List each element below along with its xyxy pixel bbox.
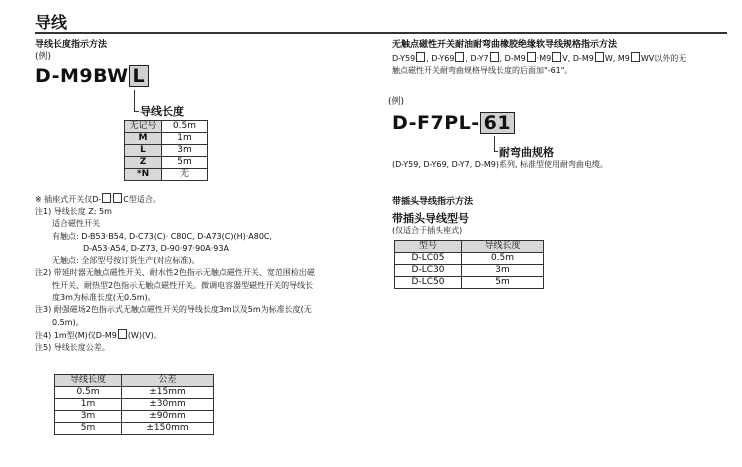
lead-length-table xyxy=(124,120,208,181)
connector-lead-note: (仅适合于插头座式) xyxy=(392,226,463,235)
table-cell: ±150mm xyxy=(122,423,214,435)
text-part: W, M9 xyxy=(604,54,630,63)
placeholder-box xyxy=(631,52,640,62)
length-value: 5m xyxy=(162,157,208,169)
column-header: 导线长度 xyxy=(55,375,122,387)
table-cell: 1m xyxy=(55,399,122,411)
length-code: *N xyxy=(125,169,162,181)
note-line: 注1) 导线长度 Z: 5m xyxy=(35,207,112,216)
length-code: Z xyxy=(125,157,162,169)
table-cell: 3m xyxy=(462,265,544,277)
note-text: C型适合。 xyxy=(123,195,161,204)
note-text: 注4) 1m型(M)仅D-M9 xyxy=(35,330,117,340)
note-text: (W)(V)。 xyxy=(127,330,162,340)
length-code: M xyxy=(125,133,162,145)
page-title: 导线 xyxy=(35,13,68,32)
table-cell: 3m xyxy=(55,411,122,423)
placeholder-box xyxy=(527,52,536,62)
table-cell: 0.5m xyxy=(462,253,544,265)
text-part: , D-Y69 xyxy=(426,54,455,63)
connector-lead-subtitle: 带插头导线型号 xyxy=(392,212,469,225)
table-cell: ±90mm xyxy=(122,411,214,423)
example-label: (例) xyxy=(35,52,52,62)
flex-model-prefix: D-F7PL- xyxy=(392,112,480,134)
note-line: 注5) 导线长度公差。 xyxy=(35,343,110,353)
length-code: 无记号 xyxy=(125,121,162,133)
flex-callout: 耐弯曲规格 xyxy=(499,146,554,159)
column-header: 型号 xyxy=(395,241,462,253)
flex-spec-line-1 xyxy=(392,52,686,65)
placeholder-box xyxy=(552,52,561,62)
lead-length-callout: 导线长度 xyxy=(140,105,184,118)
flex-model-code xyxy=(392,112,515,134)
table-cell: D-LC30 xyxy=(395,265,462,277)
model-suffix-box: L xyxy=(129,65,150,87)
text-part: WV以外的无 xyxy=(640,54,687,63)
note-line: D-A53·A54, D-Z73, D-90·97·90A·93A xyxy=(83,243,229,253)
length-code: L xyxy=(125,145,162,157)
connector-lead-title: 带插头导线指示方法 xyxy=(392,197,474,207)
callout-line xyxy=(494,136,495,152)
note-line xyxy=(35,329,365,342)
table-cell: 5m xyxy=(462,277,544,289)
flex-model-suffix-box: 61 xyxy=(480,112,515,134)
title-rule xyxy=(35,32,727,34)
placeholder-box xyxy=(416,52,425,62)
column-header: 公差 xyxy=(122,375,214,387)
connector-note xyxy=(35,193,161,206)
connector-lead-table xyxy=(394,240,544,289)
column-header: 导线长度 xyxy=(462,241,544,253)
note-line: 注3) 耐强磁场2色指示式无触点磁性开关的导线长度3m以及5m为标准长度(无 xyxy=(35,305,312,315)
note-text: ※ 插座式开关仅D- xyxy=(35,195,102,204)
text-part: D-Y59 xyxy=(392,54,416,63)
table-cell: D-LC05 xyxy=(395,253,462,265)
table-cell: ±30mm xyxy=(122,399,214,411)
flex-spec-line-2: 触点磁性开关耐弯曲规格导线长度的后面加"-61"。 xyxy=(392,66,573,75)
callout-tick xyxy=(494,151,498,152)
model-code xyxy=(35,65,149,87)
length-value: 0.5m xyxy=(162,121,208,133)
table-cell: 0.5m xyxy=(55,387,122,399)
length-value: 1m xyxy=(162,133,208,145)
placeholder-box xyxy=(113,193,122,203)
placeholder-box xyxy=(118,329,127,339)
text-part: , D-Y7 xyxy=(465,54,489,63)
callout-line xyxy=(134,90,135,112)
note-line: 无触点: 全部型号按订货生产(对应标准)。 xyxy=(52,256,200,266)
table-cell: D-LC50 xyxy=(395,277,462,289)
table-cell: 5m xyxy=(55,423,122,435)
note-line: 性开关、耐热型2色指示无触点磁性开关。微调电容器型磁性开关的导线长 xyxy=(52,280,314,290)
note-line: 适合磁性开关 xyxy=(52,219,100,229)
placeholder-box xyxy=(490,52,499,62)
callout-tick xyxy=(134,111,139,112)
flex-series-note: (D-Y59, D-Y69, D-Y7, D-M9)系列, 标准型使用耐弯曲电缆。 xyxy=(392,160,609,169)
placeholder-box xyxy=(102,193,111,203)
lead-length-section-title: 导线长度指示方法 xyxy=(35,40,108,50)
length-value: 无 xyxy=(162,169,208,181)
text-part: , D-M9 xyxy=(499,54,526,63)
flex-spec-title: 无触点磁性开关耐油耐弯曲橡胶绝缘软导线规格指示方法 xyxy=(392,40,618,50)
note-line: 注2) 带延时器无触点磁性开关、耐水性2色指示无触点磁性开关、宽范围检出磁 xyxy=(35,268,315,278)
model-prefix: D-M9BW xyxy=(35,65,129,87)
notes-block xyxy=(35,206,365,355)
note-line: 有触点: D-B53·B54, D-C73(C)· C80C, D-A73(C)(H)·A80C, xyxy=(52,231,273,241)
placeholder-box xyxy=(595,52,604,62)
length-value: 3m xyxy=(162,145,208,157)
note-line: 度3m为标准长度(无0.5m)。 xyxy=(52,293,156,303)
placeholder-box xyxy=(455,52,464,62)
note-line: 0.5m)。 xyxy=(52,317,84,327)
example-label-right: (例) xyxy=(388,97,405,107)
text-part: V, D-M9 xyxy=(562,54,594,63)
tolerance-table xyxy=(54,374,214,435)
table-cell: ±15mm xyxy=(122,387,214,399)
text-part: ·M9 xyxy=(536,54,552,63)
